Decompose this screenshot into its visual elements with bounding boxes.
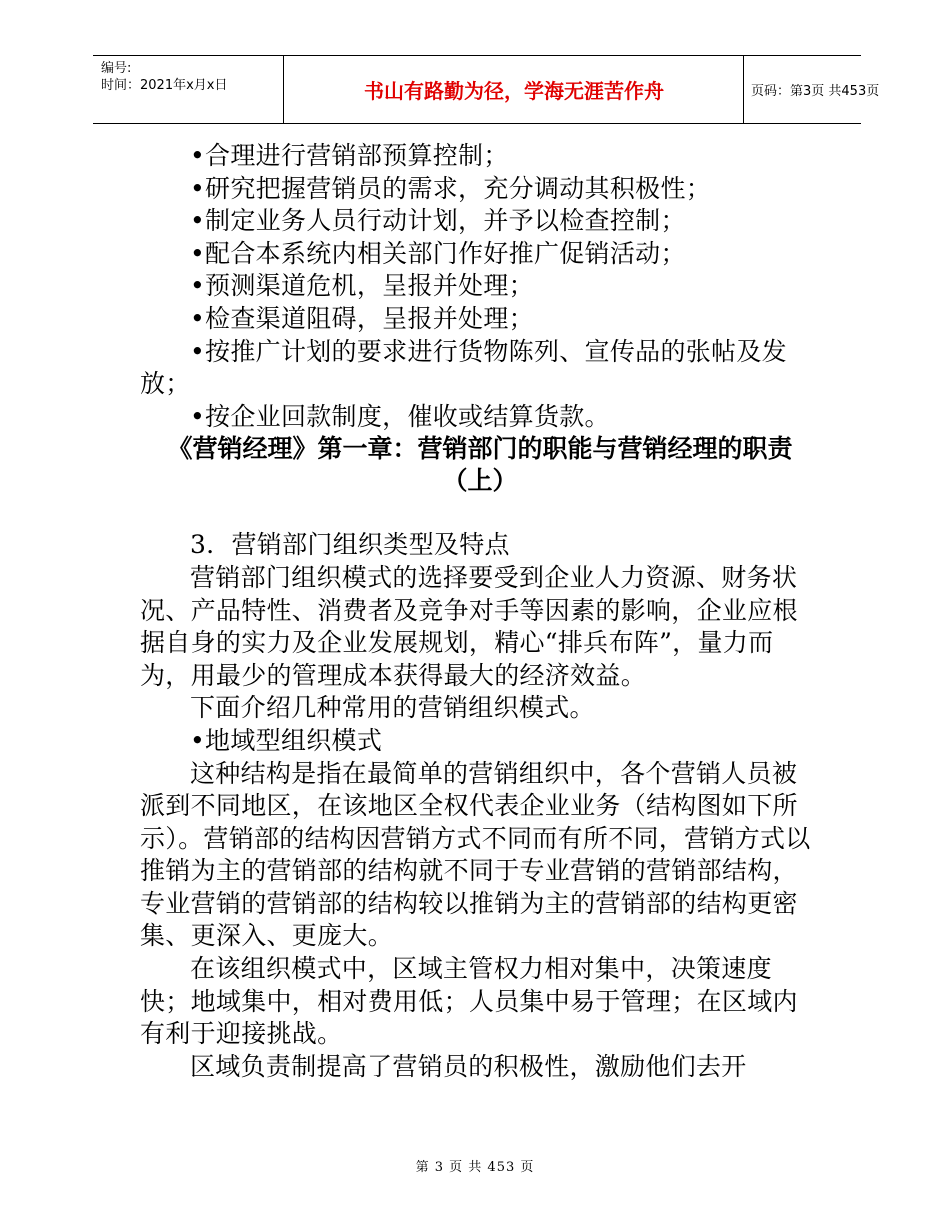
paragraph: 这种结构是指在最简单的营销组织中，各个营销人员被派到不同地区，在该地区全权代表企业业务（结构图如下所示）。营销部的结构因营销方式不同而有所不同，营销方式以推销为主的营销部的结构就不同于专业营销的营销部结构，专业营销的营销部的结构较以推销为主的营销部的结构更密集、更深入、更庞大。: [140, 758, 811, 951]
header-motto: 书山有路勤为径，学海无涯苦作舟: [364, 79, 664, 103]
bullet-item: •合理进行营销部预算控制；: [190, 141, 509, 170]
bullet-item: •预测渠道危机，呈报并处理；: [190, 271, 534, 301]
bullet-item: •按推广计划的要求进行货物陈列、宣传品的张帖及发放；: [140, 336, 787, 399]
document-body: [140, 140, 820, 1083]
bullet-item: •配合本系统内相关部门作好推广促销活动；: [190, 238, 686, 268]
header-divider: [743, 56, 744, 123]
header-meta: [93, 56, 283, 123]
bullet-list: [140, 140, 820, 433]
paragraph: 3．营销部门组织类型及特点: [190, 530, 510, 560]
bullet-item: •研究把握营销员的需求，充分调动其积极性；: [190, 173, 712, 203]
bullet-item: •按企业回款制度，催收或结算货款。: [190, 401, 610, 431]
number-label: 编号:: [101, 61, 132, 76]
header-divider: [283, 56, 284, 123]
section-heading: 《营销经理》第一章：营销部门的职能与营销经理的职责（上）: [167, 434, 793, 496]
paragraphs: [140, 529, 820, 1083]
page-footer: 第 3 页 共 453 页: [415, 1160, 535, 1175]
blank-line: [140, 497, 820, 529]
page-header: [93, 55, 880, 124]
paragraph: 营销部门组织模式的选择要受到企业人力资源、财务状况、产品特性、消费者及竞争对手等因素的影响，企业应根据自身的实力及企业发展规划，精心“排兵布阵”，量力而为，用最少的管理成本获得最大的经济效益。: [140, 562, 798, 690]
bullet-item: •制定业务人员行动计划，并予以检查控制；: [190, 206, 686, 236]
paragraph: 在该组织模式中，区域主管权力相对集中，决策速度快；地域集中，相对费用低；人员集中易于管理；在区域内有利于迎接挑战。: [140, 954, 798, 1049]
header-page-info: 页码：第3页 共453页: [751, 84, 880, 99]
paragraph: 区域负责制提高了营销员的积极性，激励他们去开: [190, 1051, 747, 1081]
paragraph: 下面介绍几种常用的营销组织模式。: [190, 693, 595, 723]
paragraph: •地域型组织模式: [190, 725, 383, 755]
bullet-item: •检查渠道阻碍，呈报并处理；: [190, 303, 534, 333]
time-label: 时间：2021年x月x日: [101, 78, 228, 93]
